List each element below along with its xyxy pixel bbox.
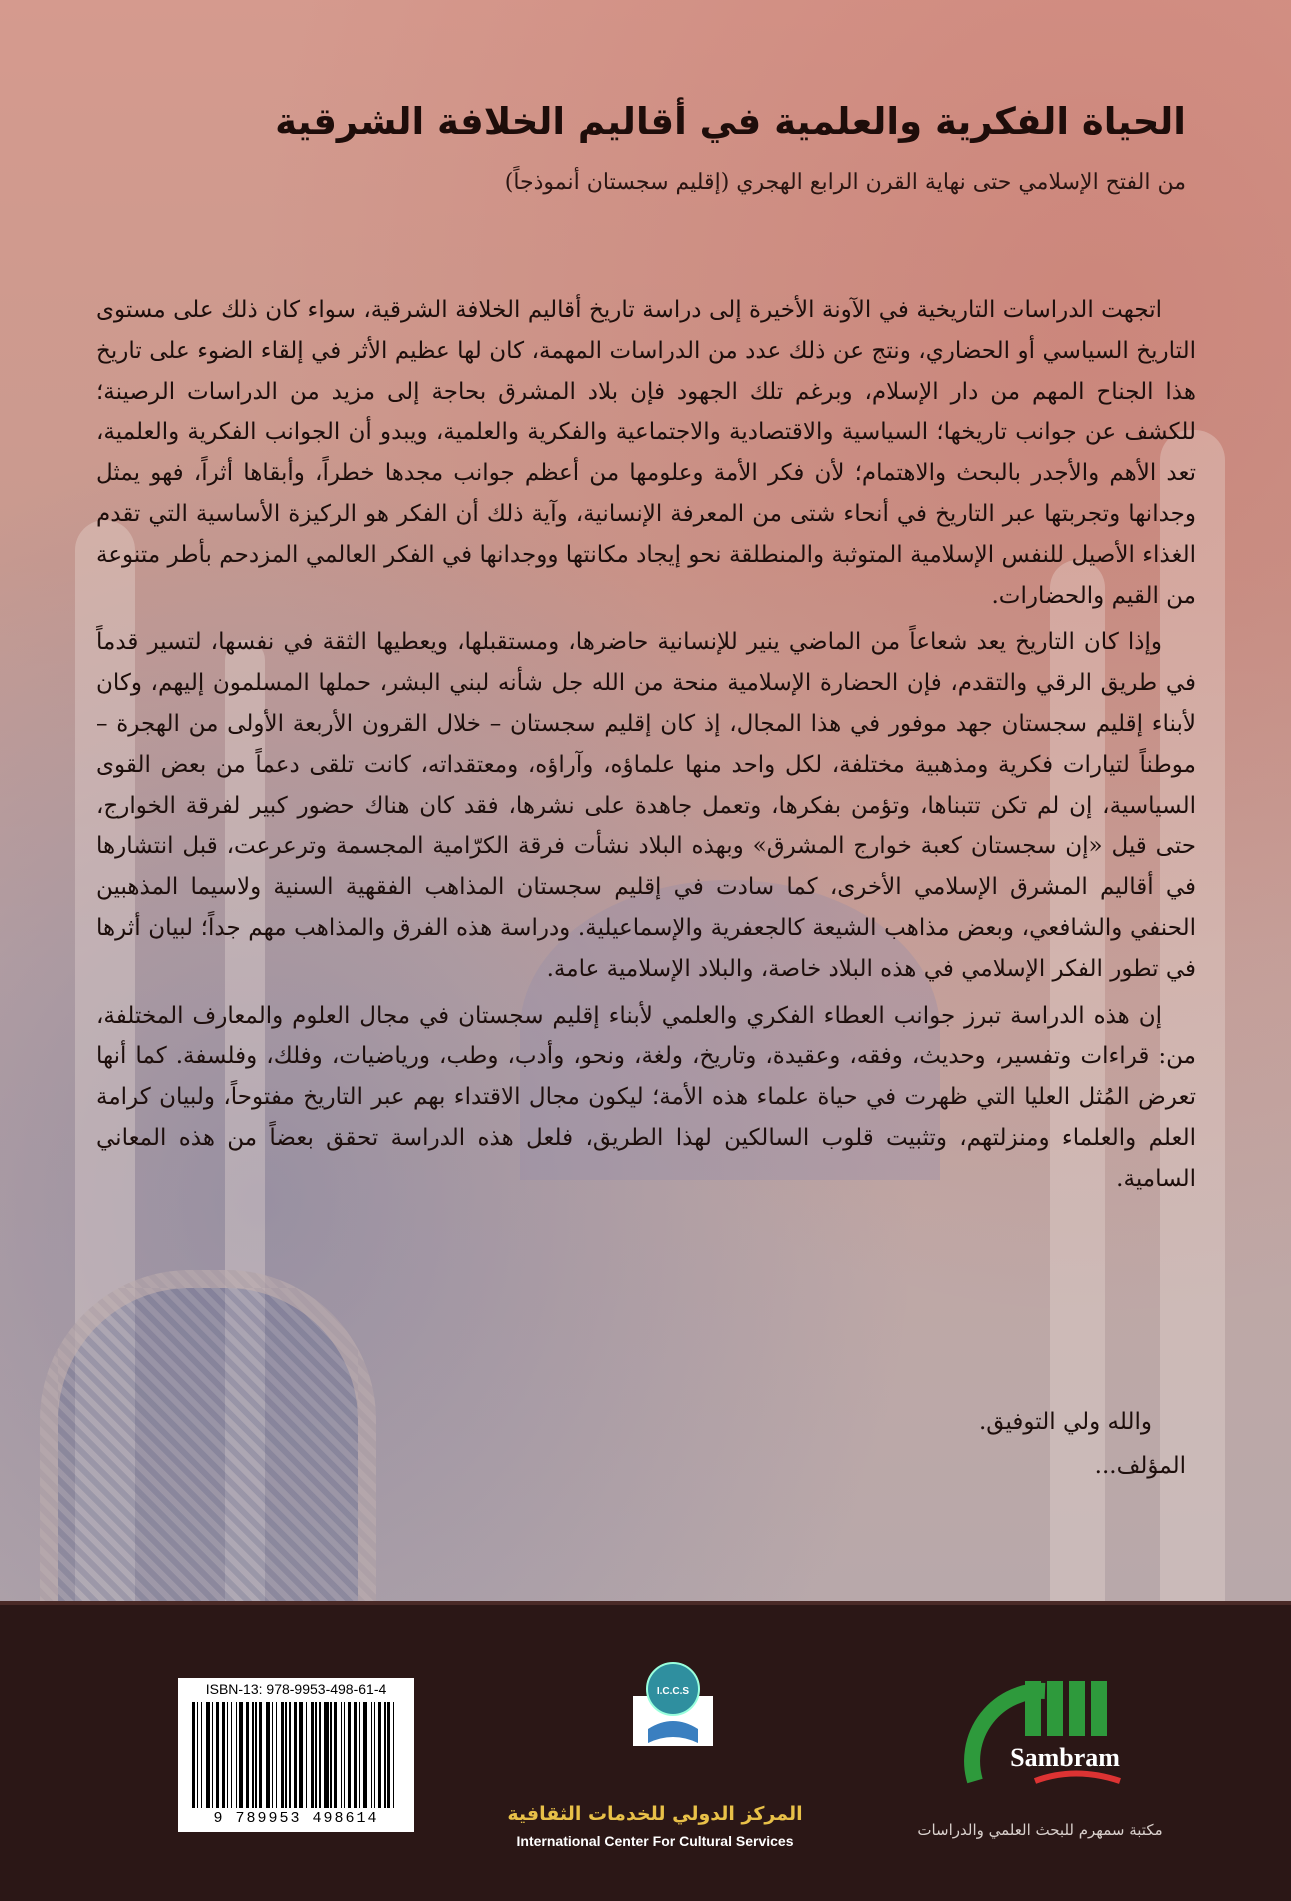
blurb <box>96 290 1196 1206</box>
barcode-bar <box>348 1702 351 1808</box>
book-spine-icon <box>1047 1681 1063 1736</box>
barcode-bar <box>363 1702 368 1808</box>
barcode-bar <box>227 1702 229 1808</box>
closing-line: والله ولي التوفيق. <box>978 1409 1152 1435</box>
barcode-digits: 9 789953 498614 <box>213 1810 379 1827</box>
book-spine-icon <box>1069 1681 1085 1736</box>
book-spine-icon <box>1025 1681 1041 1736</box>
book-title: الحياة الفكرية والعلمية في أقاليم الخلافة الشرقية <box>275 100 1186 143</box>
barcode-bar <box>393 1702 395 1808</box>
author-signature: المؤلف... <box>1094 1453 1186 1479</box>
isbn-barcode <box>178 1678 414 1832</box>
barcode-bar <box>285 1702 287 1808</box>
barcode-bar <box>192 1702 195 1808</box>
barcode-bar <box>206 1702 211 1808</box>
barcode-bar <box>246 1702 249 1808</box>
barcode-bar <box>294 1702 297 1808</box>
barcode-bar <box>384 1702 386 1808</box>
decorative-arch <box>40 1270 376 1601</box>
barcode-bar <box>222 1702 225 1808</box>
sambram-logo <box>955 1661 1155 1811</box>
barcode-bar <box>216 1702 219 1808</box>
barcode-bar <box>330 1702 332 1808</box>
barcode-bar <box>334 1702 337 1808</box>
barcode-bar <box>341 1702 343 1808</box>
barcode-bar <box>236 1702 238 1808</box>
blurb-paragraph-2: وإذا كان التاريخ يعد شعاعاً من الماضي ينير للإنسانية حاضرها، ومستقبلها، ويعطيها الثقة في نفسها، لتسير قدماً في طريق الرقي والتقدم، فإن الحضارة الإسلامية منحة من الله جل شأنه لبني البشر، حملها المسلمون إليهم، وكان لأبناء إقليم سجستان جهد موفور في هذا المجال، إذ كان إقليم سجستان – خلال القرون الأربعة الأولى من الهجرة – موطناً لتيارات فكرية ومذهبية مختلفة، لكل واحد منها علماؤه، وآراؤه، ومعتقداته، كانت تلقى دعماً من بعض القوى السياسية، إن لم تكن تتبناها، وتؤمن بفكرها، وتعمل جاهدة على نشرها، فقد كان هناك حضور كبير لفرقة الخوارج، حتى قيل «إن سجستان كعبة خوارج المشرق» وبهذه البلاد نشأت فرقة الكرّامية المجسمة وترعرعت، قبل انتشارها في أقاليم المشرق الإسلامي الأخرى، كما سادت في إقليم سجستان المذاهب الفقهية السنية ولاسيما المذهبين الحنفي والشافعي، وبعض مذاهب الشيعة كالجعفرية والإسماعيلية. ودراسة هذه الفرق والمذاهب مهم جداً؛ لبيان أثرها في تطور الفكر الإسلامي في هذه البلاد خاصة، والبلاد الإسلامية عامة. <box>96 629 1196 982</box>
barcode-bar <box>315 1702 317 1808</box>
barcode-bar <box>371 1702 373 1808</box>
publisher-name-arabic: المركز الدولي للخدمات الثقافية <box>507 1803 803 1825</box>
barcode-bar <box>266 1702 271 1808</box>
sambram-tagline: مكتبة سمهرم للبحث العلمي والدراسات <box>917 1821 1163 1839</box>
barcode-bar <box>354 1702 357 1808</box>
barcode-bar <box>276 1702 278 1808</box>
logo-initials: I.C.C.S <box>656 1686 690 1697</box>
sambram-wordmark: Sambram <box>1010 1743 1120 1772</box>
barcode-bar <box>387 1702 390 1808</box>
divider <box>0 1601 1291 1605</box>
barcode-bar <box>319 1702 321 1808</box>
barcode-bar <box>378 1702 381 1808</box>
barcode-bar <box>272 1702 274 1808</box>
barcode-bar <box>201 1702 203 1808</box>
publisher-name-english: International Center For Cultural Services <box>516 1833 794 1849</box>
barcode-bar <box>299 1702 304 1808</box>
barcode-bar <box>359 1702 361 1808</box>
barcode-bar <box>252 1702 254 1808</box>
blurb-paragraph-1: اتجهت الدراسات التاريخية في الآونة الأخيرة إلى دراسة تاريخ أقاليم الخلافة الشرقية، سواء كان ذلك على مستوى التاريخ السياسي أو الحضاري، ونتج عن ذلك عدد من الدراسات المهمة، كان لها عظيم الأثر في إلقاء الضوء على تاريخ هذا الجناح المهم من دار الإسلام، وبرغم تلك الجهود فإن بلاد المشرق بحاجة إلى مزيد من الدراسات الرصينة؛ للكشف عن جوانب تاريخها؛ السياسية والاقتصادية والاجتماعية والفكرية والعلمية، ويبدو أن الجوانب الفكرية والعلمية، تعد الأهم والأجدر بالبحث والاهتمام؛ لأن فكر الأمة وعلومها من أعظم جوانب مجدها خطراً، وأبقاها أثراً، فهو يمثل وجدانها وتجربتها عبر التاريخ في أنحاء شتى من المعرفة الإنسانية، وآية ذلك أن الفكر هو الركيزة الأساسية التي تقدم الغذاء الأصيل للنفس الإسلامية المتوثبة والمنطلقة نحو إيجاد مكانتها ووجدانها في الفكر العالمي المزدحم بأطر متنوعة من القيم والحضارات. <box>96 297 1196 609</box>
blurb-paragraph-3: إن هذه الدراسة تبرز جوانب العطاء الفكري والعلمي لأبناء إقليم سجستان في مجال العلوم والمعارف المختلفة، من: قراءات وتفسير، وحديث، وفقه، وعقيدة، وتاريخ، ولغة، ونحو، وأدب، وطب، ورياضيات، وفلك، وفلسفة. كما أنها تعرض المُثل العليا التي ظهرت في حياة علماء هذه الأمة؛ ليكون مجال الاقتداء بهم عبر التاريخ مفتوحاً، ولبيان كرامة العلم والعلماء ومنزلتهم، وتثبيت قلوب السالكين لهذا الطريق، فلعل هذه الدراسة تحقق بعضاً من هذه المعاني السامية. <box>96 1002 1196 1192</box>
closing-block <box>979 1400 1186 1488</box>
barcode-bar <box>344 1702 346 1808</box>
barcode-bar <box>231 1702 233 1808</box>
barcode-bar <box>289 1702 291 1808</box>
open-book-red-icon <box>1035 1774 1120 1782</box>
barcode-bar <box>281 1702 284 1808</box>
barcode-bar <box>212 1702 214 1808</box>
barcode-bar <box>374 1702 376 1808</box>
barcode-bars <box>192 1702 400 1808</box>
isbn-label: ISBN-13: 978-9953-498-61-4 <box>205 1681 387 1697</box>
barcode-bar <box>324 1702 329 1808</box>
barcode-bar <box>311 1702 314 1808</box>
book-subtitle: من الفتح الإسلامي حتى نهاية القرن الرابع الهجري (إقليم سجستان أنموذجاً) <box>504 170 1186 195</box>
book-spine-icon <box>1091 1681 1107 1736</box>
barcode-bar <box>255 1702 257 1808</box>
barcode-bar <box>306 1702 308 1808</box>
bottom-panel <box>0 1601 1291 1901</box>
iccs-logo <box>618 1651 728 1761</box>
barcode-bar <box>259 1702 262 1808</box>
barcode-bar <box>239 1702 244 1808</box>
barcode-bar <box>197 1702 199 1808</box>
